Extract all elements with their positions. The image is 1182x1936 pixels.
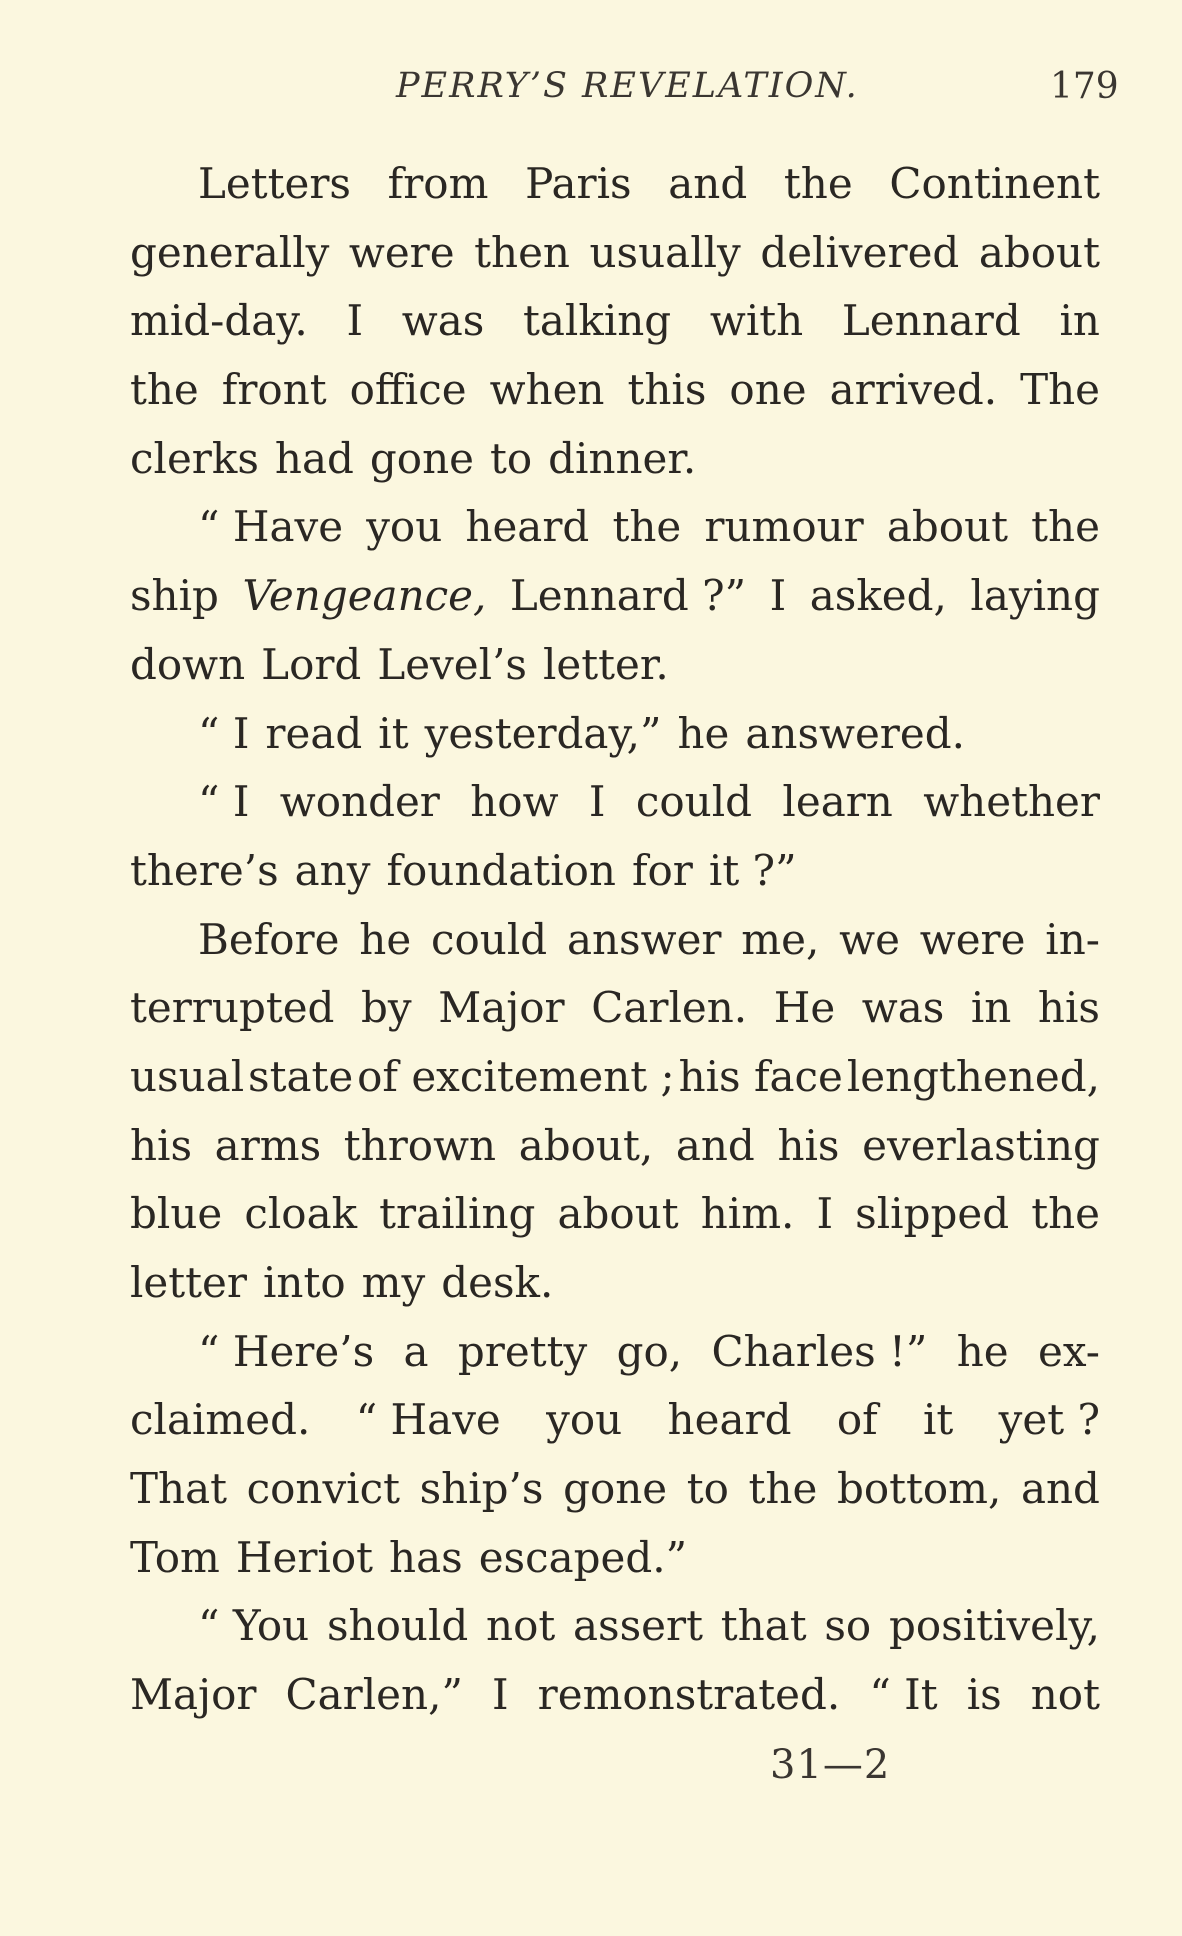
word: “ It [869, 1670, 938, 1720]
text-line [130, 974, 1100, 1043]
word: “ I [198, 777, 250, 827]
text-line [130, 1180, 1100, 1249]
word: then [474, 227, 570, 277]
word: Carlen,” [285, 1670, 463, 1720]
word: Vengeance, [242, 571, 487, 621]
word: in [1059, 296, 1100, 346]
word: down [130, 639, 246, 689]
word: the [748, 1464, 818, 1514]
word: letter [130, 1258, 247, 1307]
word: assert [573, 1601, 703, 1651]
text-line [130, 837, 1100, 906]
word: gone [563, 1464, 668, 1514]
word: to [489, 433, 533, 483]
word: whether [923, 777, 1100, 827]
word: his [130, 1120, 193, 1170]
text-line [130, 768, 1100, 837]
word: yet ? [998, 1395, 1100, 1445]
word: is [966, 1670, 1002, 1720]
word: “ Have [198, 502, 344, 552]
word: office [349, 365, 467, 415]
word: for [631, 845, 693, 895]
text-line [130, 1592, 1100, 1661]
word: letter. [542, 639, 669, 689]
word: you [366, 502, 443, 552]
word: one [729, 365, 807, 415]
text-line [130, 906, 1100, 975]
word: it [923, 1395, 954, 1445]
text-line [130, 1524, 1100, 1593]
word: my [361, 1258, 426, 1307]
text-line [130, 1455, 1100, 1524]
word: of [836, 1395, 878, 1445]
word: Tom [130, 1532, 220, 1582]
word: with [709, 296, 804, 346]
word: generally [130, 227, 330, 277]
word: usual [130, 1051, 245, 1101]
word: in [970, 983, 1012, 1033]
word: cloak [244, 1189, 358, 1239]
running-title: PERRY’S REVELATION. [396, 66, 859, 106]
word: it ?” [708, 845, 797, 895]
word: Continent [889, 159, 1100, 208]
word: could [635, 777, 753, 827]
word: slipped [855, 1189, 1010, 1239]
word: go, [616, 1326, 683, 1376]
word: desk. [441, 1258, 554, 1307]
word: rumour [704, 502, 864, 552]
signature-mark: 31—2 [770, 1742, 891, 1788]
word: lengthened, [846, 1051, 1100, 1101]
word: how [470, 777, 559, 827]
word: any [294, 845, 371, 895]
word: asked, [809, 571, 947, 621]
text-line [130, 700, 1100, 769]
word: from [387, 159, 489, 208]
word: arrived. [829, 365, 998, 415]
word: Before [198, 914, 340, 964]
word: answer [566, 914, 722, 964]
word: not [1030, 1670, 1100, 1720]
word: delivered [760, 227, 960, 277]
word: “ Here’s [198, 1326, 375, 1376]
word: was [861, 983, 945, 1033]
word: his [1037, 983, 1100, 1033]
word: pretty [457, 1326, 588, 1376]
text-line [130, 1386, 1100, 1455]
word: ship’s [419, 1464, 544, 1514]
text-line [130, 1043, 1100, 1112]
word: you [546, 1395, 623, 1445]
word: his [777, 1120, 840, 1170]
word: we [839, 914, 900, 964]
word: the [130, 365, 199, 415]
word: “ You [198, 1601, 310, 1651]
word: Paris [525, 159, 632, 208]
word: “ I [198, 708, 250, 758]
text-line [130, 150, 1100, 219]
word: could [430, 914, 548, 964]
word: terrupted [130, 983, 335, 1033]
word: read [265, 708, 363, 758]
word: answered. [745, 708, 965, 758]
word: clerks [130, 433, 259, 483]
word: ex- [1037, 1326, 1100, 1376]
word: foundation [386, 845, 616, 895]
word: convict [246, 1464, 401, 1514]
word: Carlen. [591, 983, 748, 1033]
word: usually [589, 227, 741, 277]
word: Lennard ?” [509, 571, 747, 621]
word: yesterday,” [424, 708, 662, 758]
word: of excitement ; [357, 1051, 675, 1101]
word: claimed. [130, 1395, 311, 1445]
word: to [686, 1464, 729, 1514]
word: mid-day. [130, 296, 308, 346]
word: so [824, 1601, 872, 1651]
word: blue [130, 1189, 223, 1239]
word: Charles !” [711, 1326, 928, 1376]
word: about, [518, 1120, 654, 1170]
word: Letters [198, 159, 351, 208]
word: heard [667, 1395, 792, 1445]
word: laying [970, 571, 1100, 621]
word: Major [130, 1670, 257, 1720]
word: he [677, 708, 730, 758]
text-line [130, 1661, 1100, 1730]
text-line [130, 219, 1100, 288]
word: into [262, 1258, 346, 1307]
word: and [1020, 1464, 1100, 1514]
word: him. [700, 1189, 795, 1239]
word: dinner. [548, 433, 697, 483]
word: in- [1045, 914, 1100, 964]
word: bottom, [836, 1464, 1002, 1514]
word: He [773, 983, 836, 1033]
word: wonder [279, 777, 440, 827]
text-line [130, 287, 1100, 356]
word: Lord [261, 639, 362, 689]
word: the [1031, 502, 1100, 552]
word: he [359, 914, 412, 964]
text-line [130, 1112, 1100, 1181]
word: about [886, 502, 1009, 552]
text-line [130, 1249, 1100, 1318]
word: were [919, 914, 1026, 964]
word: the [1031, 1189, 1100, 1239]
word: had [274, 433, 354, 483]
word: and [668, 159, 748, 208]
word: was [401, 296, 485, 346]
word: positively, [888, 1601, 1100, 1651]
word: Lennard [841, 296, 1021, 346]
word: talking [523, 296, 672, 346]
word: me, [741, 914, 820, 964]
word: gone [369, 433, 474, 483]
word: the [612, 502, 682, 552]
word: about [557, 1189, 679, 1239]
word: The [1020, 365, 1100, 415]
word: the [783, 159, 853, 208]
word: I [588, 777, 606, 827]
word: it [378, 708, 409, 758]
text-line [130, 631, 1100, 700]
word: there’s [130, 845, 279, 895]
word: has [389, 1532, 463, 1582]
word: remonstrated. [537, 1670, 841, 1720]
word: Level’s [377, 639, 527, 689]
word: Major [438, 983, 565, 1033]
word: everlasting [862, 1120, 1100, 1170]
text-line [130, 356, 1100, 425]
word: not [486, 1601, 556, 1651]
word: arms [214, 1120, 322, 1170]
word: by [361, 983, 412, 1033]
word: thrown [343, 1120, 497, 1170]
word: Heriot [235, 1532, 374, 1582]
word: ship [130, 571, 219, 621]
word: when [489, 365, 605, 415]
word: learn [782, 777, 893, 827]
word: front [221, 365, 327, 415]
word: escaped.” [478, 1532, 688, 1582]
word: were [348, 227, 455, 277]
word: I [769, 571, 787, 621]
word: that [720, 1601, 807, 1651]
word: That [130, 1464, 227, 1514]
word: trailing [379, 1189, 536, 1239]
word: a [403, 1326, 429, 1376]
text-line [130, 425, 1100, 494]
text-line [130, 493, 1100, 562]
word: state [248, 1051, 354, 1101]
word: heard [465, 502, 590, 552]
page-number: 179 [1050, 66, 1119, 107]
text-line [130, 562, 1100, 631]
word: this [627, 365, 707, 415]
word: I [491, 1670, 509, 1720]
text-line [130, 1318, 1100, 1387]
word: should [327, 1601, 469, 1651]
word: he [956, 1326, 1009, 1376]
word: I [816, 1189, 834, 1239]
word: “ Have [355, 1395, 501, 1445]
word: I [346, 296, 364, 346]
word: about [978, 227, 1100, 277]
word: his face [678, 1051, 843, 1101]
word: and [675, 1120, 755, 1170]
body-text [130, 150, 1100, 1730]
